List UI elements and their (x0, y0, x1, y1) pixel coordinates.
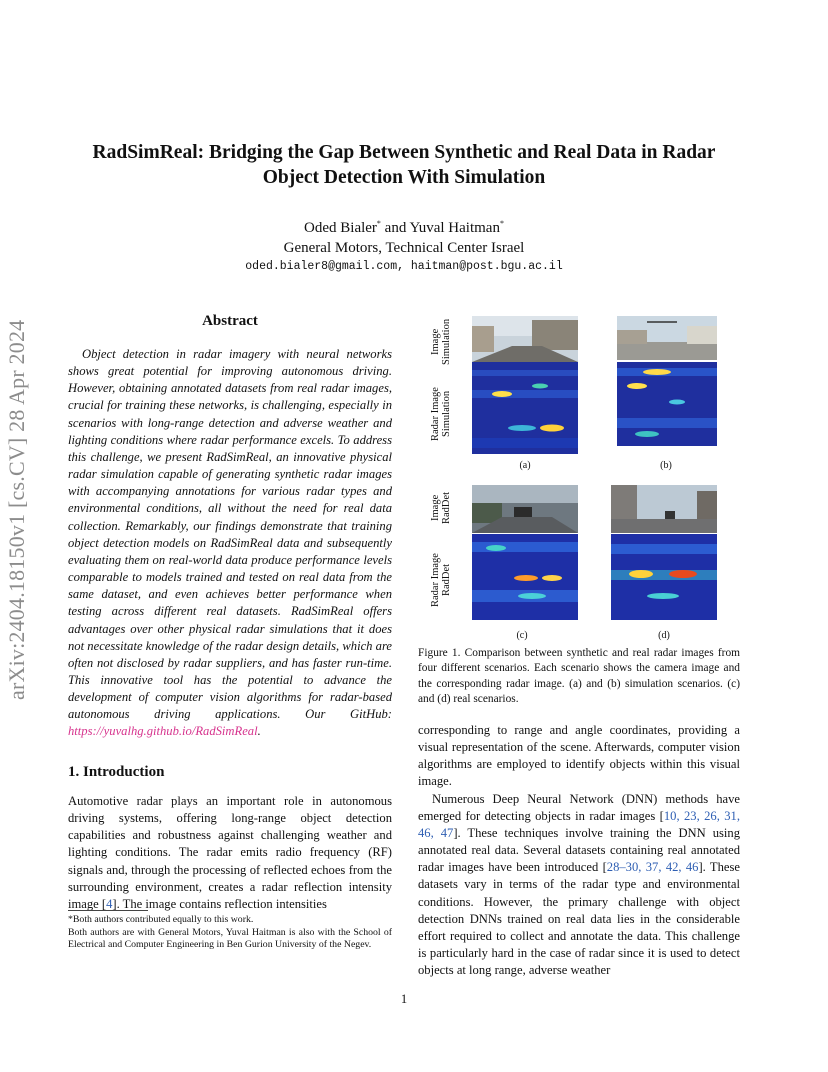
intro-text-1: Automotive radar plays an important role in autonomous driving systems, offering long-range object detection capabilities and robustness against challenging weather and lighting conditions. The radar emits radio frequency (RF) signals and, through the processing of reflected echoes from the surrounding environment, creates a radar reflection intensity image [ (68, 794, 392, 911)
arxiv-stamp: arXiv:2404.18150v1 [cs.CV] 28 Apr 2024 (4, 319, 29, 701)
author-line (70, 218, 738, 238)
citation-link[interactable]: 4 (106, 896, 113, 911)
row-label-image-sim: Image Simulation (430, 318, 452, 366)
right-column-text (418, 722, 740, 979)
panel-label-c: (c) (516, 630, 528, 641)
p2-text-a: Numerous Deep Neural Network (DNN) methods have emerged for detecting objects in radar images [ (418, 791, 740, 823)
p2-text-c: ]. These datasets vary in terms of the radar type and environmental conditions. However, the primary challenge with object detection DNNs trained on real data lies in the considerable effort required to collect and annotate the data. This challenge is particularly hard in the case of radar since it is used to detect objects at long range, adverse weather (418, 860, 740, 978)
abstract-body (68, 346, 392, 741)
abstract-text: Object detection in radar imagery with neural networks shows great potential for improving autonomous driving. However, obtaining annotated datasets from real radar images, crucial for training these networks, is challenging, especially in scenarios with long-range detection and adverse weather and lighting conditions where radar performance excels. To address this challenge, we present RadSimReal, an innovative physical radar simulation capable of generating synthetic radar images with accompanying annotations for various radar types and environmental conditions, all without the need for real data collection. Remarkably, our findings demonstrate that training object detection models on RadSimReal data and subsequently evaluating them on real-world data produce performance levels comparable to models trained and tested on real data from the same dataset, and even achieves better performance when testing across different real datasets. RadSimReal offers advantages over other physical radar simulations that it does not necessitate knowledge of the radar design details, which are often not disclosed by radar suppliers, and has faster run-time. This innovative tool has the potential to advance the development of computer vision algorithms for radar-based autonomous driving applications. (68, 347, 392, 722)
footnote-2: Both authors are with General Motors, Yuval Haitman is also with the School of Electrical and Computer Engineering in Ben Gurion University of the Negev. (68, 926, 392, 950)
paper-title: RadSimReal: Bridging the Gap Between Synthetic and Real Data in Radar Object Detection With Simulation (92, 142, 716, 188)
figure-caption: Figure 1. Comparison between synthetic and real radar images from four different scenarios. Each scenario shows the camera image and the corresponding radar image. (a) and (b) simulation scenarios. (c) and (d) real scenarios. (418, 647, 740, 705)
intro-heading: 1. Introduction (68, 764, 165, 780)
page-number: 1 (400, 992, 408, 1006)
camera-image-d (611, 485, 717, 533)
equal-contrib-marker: * (376, 219, 381, 228)
github-suffix: . (257, 724, 261, 739)
radar-image-b (617, 362, 717, 446)
panel-label-a: (a) (519, 460, 531, 471)
paragraph-1: corresponding to range and angle coordinates, providing a visual representation of the scene. Afterwards, computer vision algorithms are employed to identify objects within this visual image. (418, 723, 740, 789)
radar-image-d (611, 534, 717, 620)
radar-image-c (472, 534, 578, 620)
citation-link[interactable]: 10, 23, 26, 31, 46, 47 (418, 808, 741, 840)
row-label-image-raddet: Image RadDet (430, 491, 452, 525)
panel-label-d: (d) (658, 630, 670, 641)
footnote-rule (68, 910, 148, 911)
intro-text-2: ]. The image contains reflection intensities (112, 896, 327, 911)
p2-text-b: ]. These techniques involve training the DNN using annotated real data. Several datasets containing real annotated radar images have been introduced [ (418, 825, 740, 875)
footnote (68, 914, 392, 952)
row-label-radar-raddet: Radar Image RadDet (430, 553, 452, 607)
footnote-1: *Both authors contributed equally to this work. (68, 914, 254, 925)
radar-image-a (472, 362, 578, 454)
github-link[interactable]: https://yuvalhg.github.io/RadSimReal (68, 724, 258, 739)
github-prefix: Our GitHub: (305, 707, 392, 722)
author-1: Oded Bialer (304, 220, 377, 236)
camera-image-b (617, 316, 717, 360)
affiliation: General Motors, Technical Center Israel (283, 240, 525, 256)
abstract-heading: Abstract (202, 313, 258, 329)
author-emails: oded.bialer8@gmail.com, haitman@post.bgu.ac.il (245, 260, 563, 273)
panel-label-b: (b) (660, 460, 672, 471)
author-2: Yuval Haitman (409, 220, 500, 236)
intro-body (68, 793, 392, 913)
row-label-radar-sim: Radar Image Simulation (430, 387, 452, 441)
paragraph-2 (418, 791, 740, 980)
camera-image-a (472, 316, 578, 362)
camera-image-c (472, 485, 578, 533)
citation-link[interactable]: 28–30, 37, 42, 46 (606, 860, 699, 875)
equal-contrib-marker: * (499, 219, 504, 228)
author-joiner: and (384, 220, 407, 236)
